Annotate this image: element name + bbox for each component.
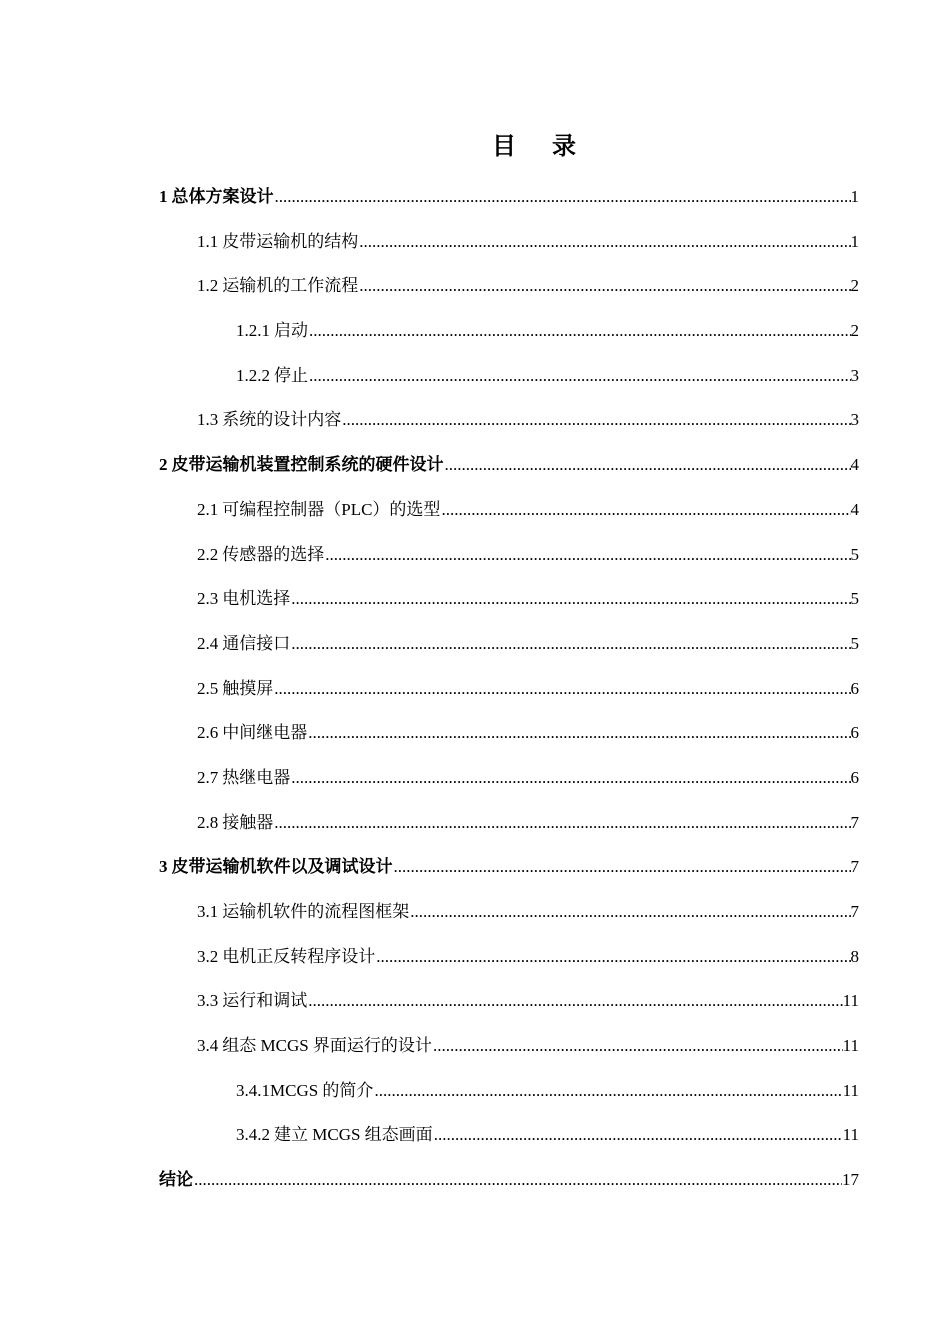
toc-leader-dots xyxy=(273,676,850,702)
toc-entry-text: 系统的设计内容 xyxy=(222,410,342,430)
toc-entry[interactable] xyxy=(159,676,859,721)
toc-page-number: 4 xyxy=(850,455,859,475)
toc-entry-text: 电机正反转程序设计 xyxy=(222,946,376,966)
toc-leader-dots xyxy=(324,542,850,568)
toc-entry-number: 3.4 xyxy=(197,1036,219,1056)
toc-page-number: 2 xyxy=(850,276,859,296)
toc-entry-label xyxy=(197,899,409,925)
toc-entry-number: 3.4.1 xyxy=(236,1080,270,1100)
toc-entry-text: 启动 xyxy=(274,321,308,341)
toc-entry-text: 皮带运输机的结构 xyxy=(222,231,359,251)
toc-entry-label xyxy=(236,1078,373,1104)
toc-entry-number: 1.1 xyxy=(197,231,219,251)
toc-entry-label xyxy=(197,631,290,657)
toc-entry[interactable] xyxy=(159,273,859,318)
toc-entry-text: 传感器的选择 xyxy=(222,544,325,564)
toc-entry-text: 皮带运输机装置控制系统的硬件设计 xyxy=(171,455,444,475)
toc-page-number: 1 xyxy=(850,187,859,206)
toc-entry-text: 通信接口 xyxy=(222,633,291,653)
toc-entry-number: 3.4.2 xyxy=(236,1125,270,1145)
toc-entry[interactable] xyxy=(159,720,859,765)
page-title xyxy=(0,126,950,161)
toc-entry-text: 停止 xyxy=(274,365,308,385)
toc-entry[interactable] xyxy=(159,1122,859,1167)
toc-leader-dots xyxy=(290,631,850,657)
toc-page-number: 11 xyxy=(842,1125,859,1145)
toc-entry-number: 3.1 xyxy=(197,902,219,921)
toc-leader-dots xyxy=(290,586,850,612)
toc-entry[interactable] xyxy=(159,1078,859,1123)
toc-entry-label xyxy=(159,452,444,478)
toc-entry-label xyxy=(197,407,341,433)
toc-leader-dots xyxy=(308,363,851,389)
toc-entry-text: 接触器 xyxy=(222,812,274,832)
toc-page-number: 6 xyxy=(850,767,859,787)
toc-page-number: 5 xyxy=(850,544,859,564)
toc-entry-text: 运输机的工作流程 xyxy=(222,276,359,296)
toc-entry-text: 触摸屏 xyxy=(222,678,274,698)
toc-page-number: 1 xyxy=(850,231,859,251)
toc-entry-label xyxy=(197,765,290,791)
toc-entry[interactable] xyxy=(159,363,859,408)
toc-page-number: 5 xyxy=(850,589,859,609)
toc-entry-number: 3.2 xyxy=(197,946,219,966)
toc-entry-number: 2 xyxy=(159,455,168,475)
toc-entry-text: 皮带运输机软件以及调试设计 xyxy=(171,857,393,877)
toc-entry-text: 中间继电器 xyxy=(222,723,308,743)
toc-leader-dots xyxy=(341,407,850,433)
toc-leader-dots xyxy=(373,1078,842,1104)
toc-entry-label xyxy=(197,1033,432,1059)
toc-entry-number: 2.8 xyxy=(197,812,219,832)
toc-leader-dots xyxy=(440,497,850,523)
toc-entry-text: 运输机软件的流程图框架 xyxy=(222,902,410,921)
toc-entry-number: 1.2.1 xyxy=(236,321,270,341)
toc-entry-text: MCGS 的简介 xyxy=(270,1080,374,1100)
toc-page-number: 7 xyxy=(850,902,859,921)
toc-leader-dots xyxy=(432,1033,843,1059)
toc-entry-label xyxy=(197,720,307,746)
toc-leader-dots xyxy=(358,229,850,255)
toc-leader-dots xyxy=(307,988,842,1014)
toc-entry-text: 可编程控制器（PLC）的选型 xyxy=(222,499,441,519)
toc-entry-text: 组态 MCGS 界面运行的设计 xyxy=(222,1036,432,1056)
toc-entry-text: 热继电器 xyxy=(222,767,291,787)
toc-entry-text: 电机选择 xyxy=(222,589,291,609)
toc-entry-number: 2.2 xyxy=(197,544,219,564)
toc-entry[interactable] xyxy=(159,452,859,497)
toc-leader-dots xyxy=(433,1122,843,1148)
toc-entry-label xyxy=(236,363,308,389)
toc-entry-number: 2.3 xyxy=(197,589,219,609)
toc-entry-label xyxy=(197,810,273,836)
page-title-right: 录 xyxy=(552,132,578,160)
toc-entry-number: 1.3 xyxy=(197,410,219,430)
toc-entry-text: 运行和调试 xyxy=(222,991,308,1011)
toc-entry[interactable] xyxy=(159,854,859,899)
toc-page-number: 5 xyxy=(850,633,859,653)
toc-entry[interactable] xyxy=(159,497,859,542)
toc-entry[interactable] xyxy=(159,810,859,855)
toc-entry-number: 3.3 xyxy=(197,991,219,1011)
toc-page-number: 7 xyxy=(850,857,859,877)
toc-entry[interactable] xyxy=(159,542,859,587)
toc-entry[interactable] xyxy=(159,229,859,274)
toc-page-number: 3 xyxy=(850,365,859,385)
toc-entry-number: 1 xyxy=(159,187,168,206)
toc-leader-dots xyxy=(393,854,851,880)
toc-entry-label xyxy=(197,944,375,970)
toc-page-number: 2 xyxy=(850,321,859,341)
toc-entry-label xyxy=(197,676,273,702)
toc-page-number: 3 xyxy=(850,410,859,430)
toc-leader-dots xyxy=(290,765,850,791)
toc-leader-dots xyxy=(193,1167,842,1193)
toc-entry[interactable] xyxy=(159,988,859,1033)
toc-entry[interactable] xyxy=(159,1167,859,1212)
toc-entry-label xyxy=(236,318,308,344)
toc-entry[interactable] xyxy=(159,899,859,944)
toc-entry-label xyxy=(159,854,393,880)
toc-page-number: 6 xyxy=(850,678,859,698)
page-title-left: 目 xyxy=(492,132,518,160)
toc-entry-number: 1.2 xyxy=(197,276,219,296)
toc-entry-number: 2.7 xyxy=(197,767,219,787)
toc-page-number: 11 xyxy=(842,1080,859,1100)
toc-entry-label xyxy=(159,1167,193,1193)
toc-entry[interactable] xyxy=(159,184,859,229)
toc-entry-number: 1.2.2 xyxy=(236,365,270,385)
toc-entry[interactable] xyxy=(159,944,859,989)
toc-leader-dots xyxy=(444,452,851,478)
toc-leader-dots xyxy=(308,318,851,344)
toc-entry[interactable] xyxy=(159,765,859,810)
toc-page-number: 7 xyxy=(850,812,859,832)
toc-entry-label xyxy=(197,586,290,612)
toc-entry[interactable] xyxy=(159,318,859,363)
toc-entry-number: 2.1 xyxy=(197,499,219,519)
toc-entry-number: 3 xyxy=(159,857,168,877)
toc-list xyxy=(159,184,859,1212)
toc-page-number: 4 xyxy=(850,499,859,519)
toc-entry-label xyxy=(197,229,358,255)
toc-page-number: 17 xyxy=(842,1170,859,1190)
toc-entry-number: 2.4 xyxy=(197,633,219,653)
toc-entry-label xyxy=(197,542,324,568)
toc-page-number: 8 xyxy=(850,946,859,966)
toc-entry-label xyxy=(159,184,274,210)
toc-entry-label xyxy=(236,1122,433,1148)
toc-leader-dots xyxy=(409,899,850,925)
toc-entry-text: 总体方案设计 xyxy=(171,187,274,206)
toc-leader-dots xyxy=(358,273,850,299)
toc-page-number: 11 xyxy=(842,991,859,1011)
toc-entry[interactable] xyxy=(159,586,859,631)
toc-leader-dots xyxy=(273,810,850,836)
toc-entry-label xyxy=(197,988,307,1014)
toc-page-number: 11 xyxy=(842,1036,859,1056)
toc-entry-number: 2.5 xyxy=(197,678,219,698)
toc-entry-label xyxy=(197,273,358,299)
toc-entry[interactable] xyxy=(159,1033,859,1078)
toc-leader-dots xyxy=(307,720,850,746)
toc-entry-label xyxy=(197,497,440,523)
toc-entry-text: 建立 MCGS 组态画面 xyxy=(274,1125,433,1145)
toc-entry-text: 结论 xyxy=(159,1170,193,1190)
toc-leader-dots xyxy=(375,944,850,970)
toc-leader-dots xyxy=(274,184,851,210)
toc-page-number: 6 xyxy=(850,723,859,743)
toc-entry-number: 2.6 xyxy=(197,723,219,743)
toc-entry[interactable] xyxy=(159,407,859,452)
toc-entry[interactable] xyxy=(159,631,859,676)
